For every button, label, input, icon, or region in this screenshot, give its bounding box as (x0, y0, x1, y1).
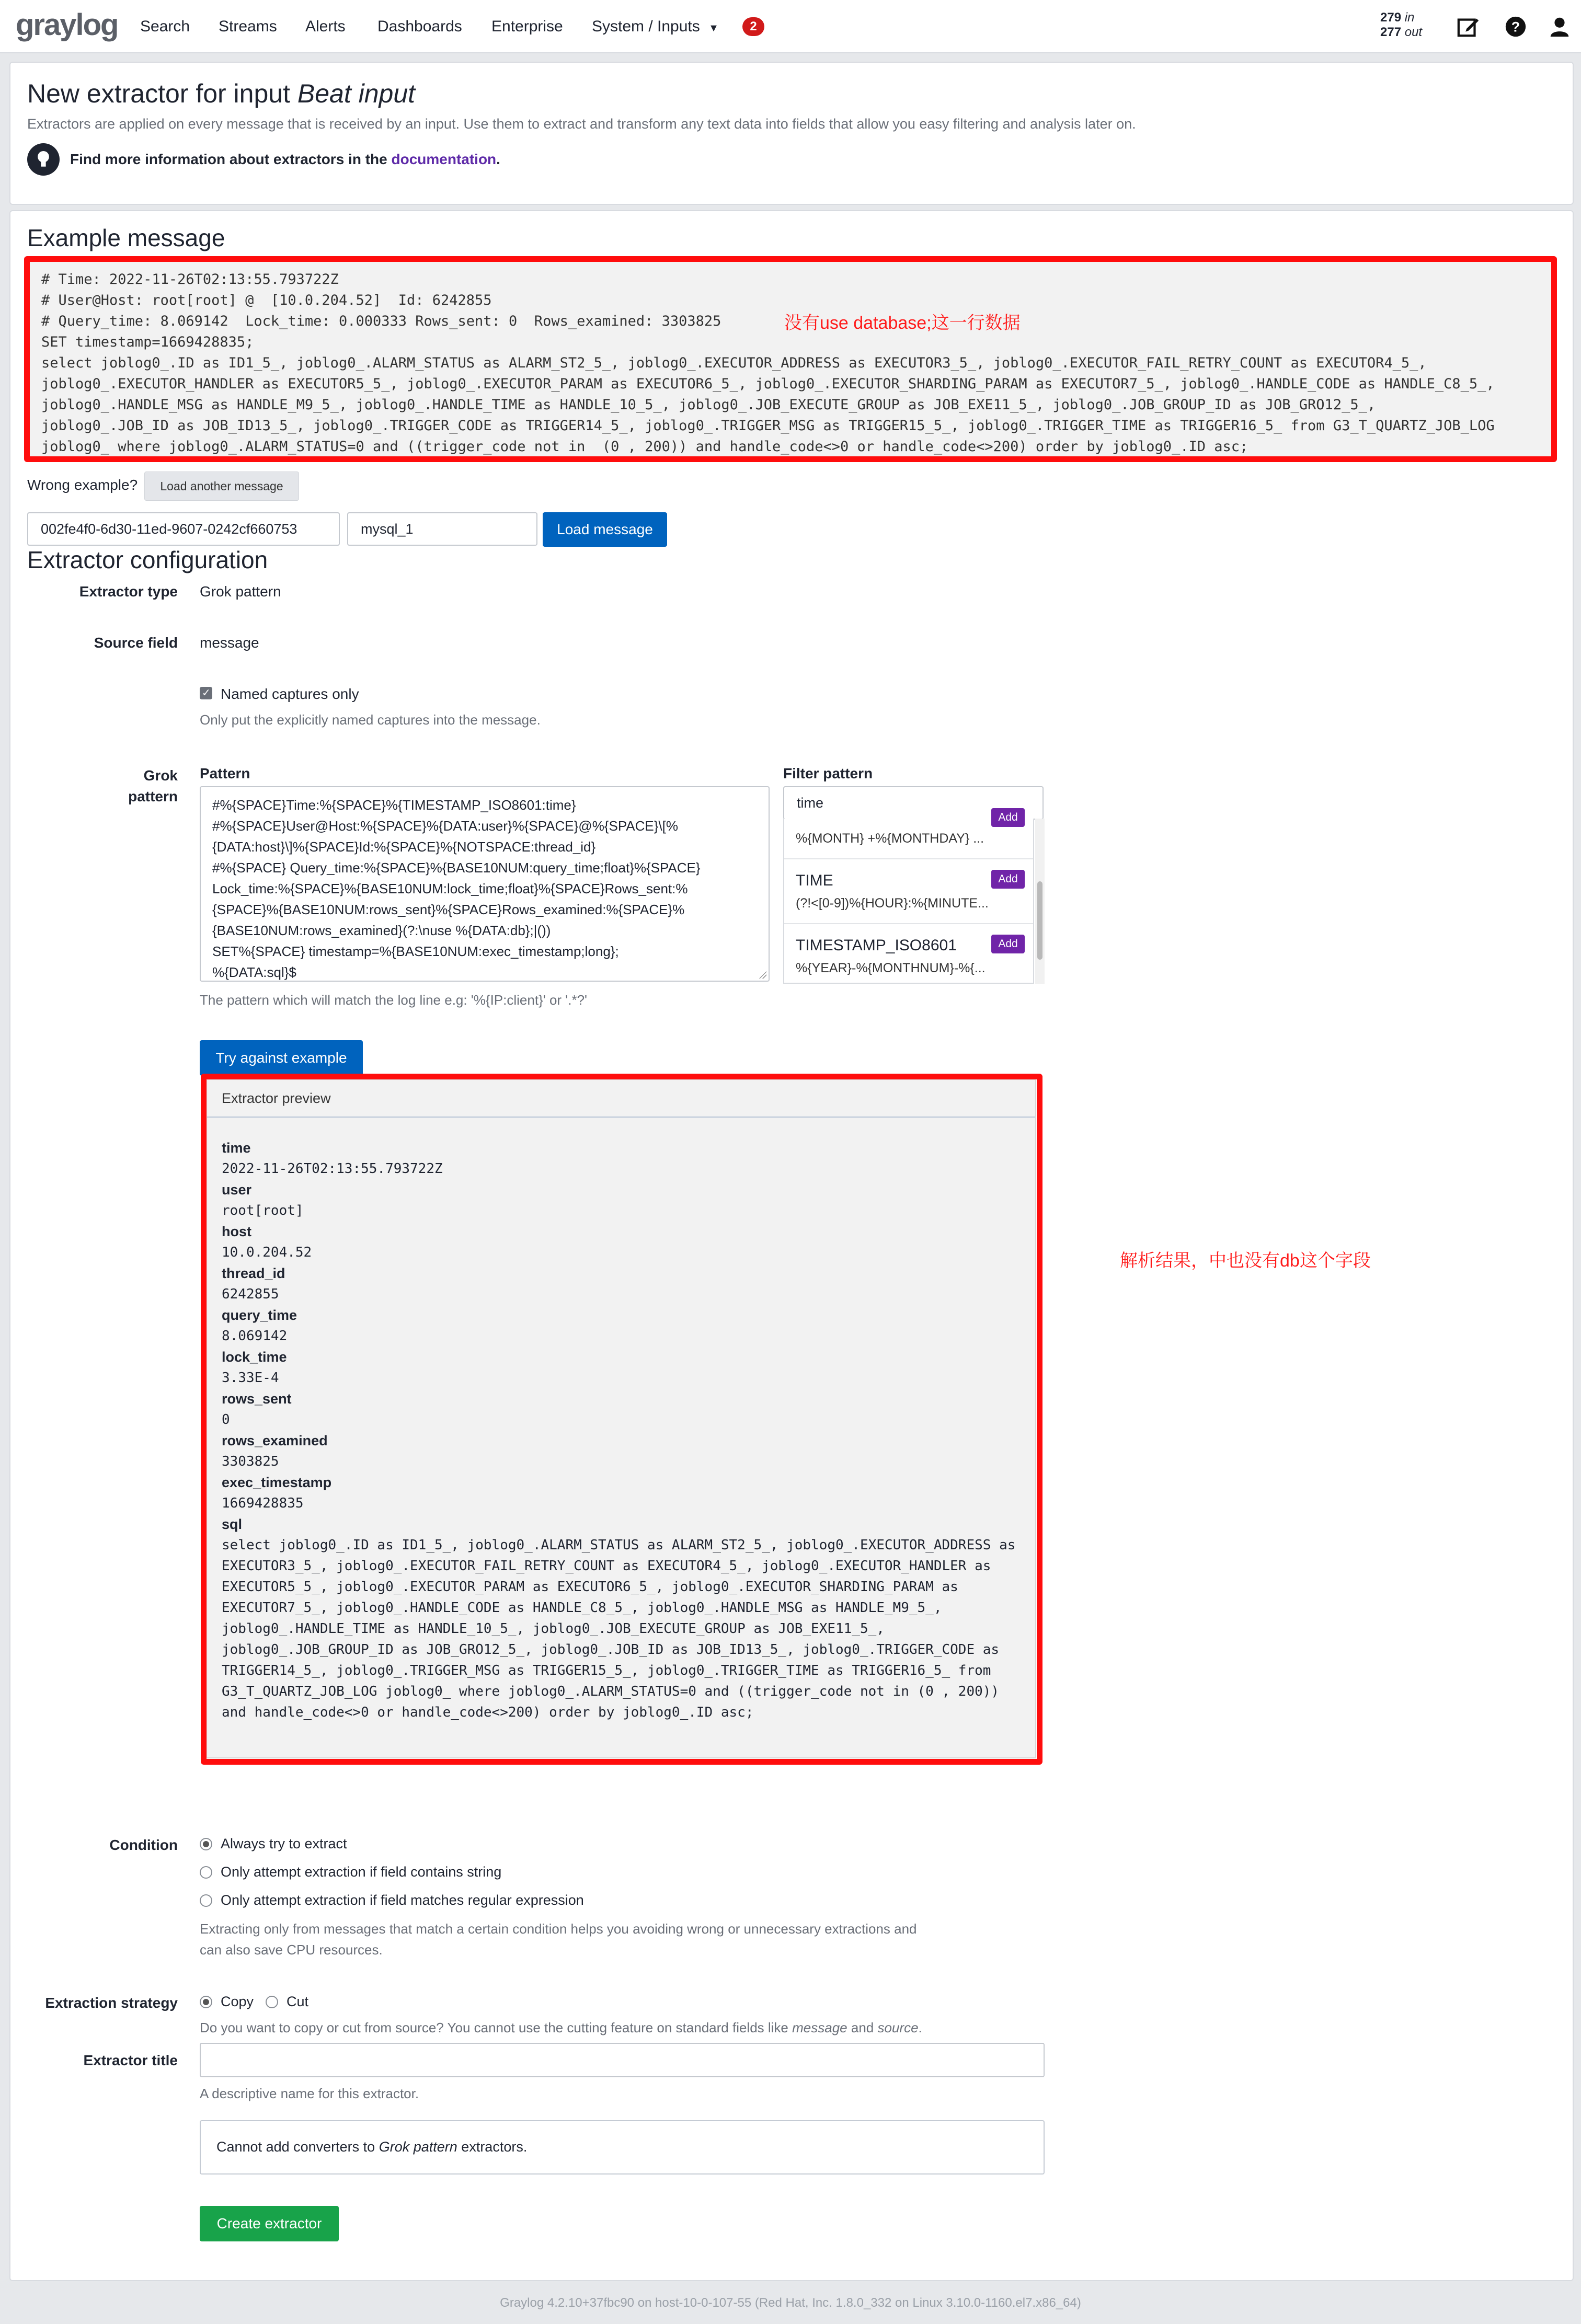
preview-field-key: rows_examined (222, 1433, 328, 1448)
condition-regex-label: Only attempt extraction if field matches regular expression (221, 1892, 584, 1908)
strategy-help-field-message: message (792, 2020, 847, 2035)
doc-hint-text: Find more information about extractors in the (70, 151, 387, 167)
condition-label: Condition (109, 1837, 178, 1853)
grok-pattern-label (21, 765, 178, 807)
pattern-line: #%{SPACE}User@Host:%{SPACE}%{DATA:user}%{SPACE}@%{SPACE}\[% (212, 818, 678, 834)
grok-pattern-list (783, 811, 1034, 984)
pattern-definition: %{MONTH} +%{MONTHDAY} ... (796, 831, 984, 846)
condition-contains-label: Only attempt extraction if field contains string (221, 1864, 502, 1880)
page-description: Extractors are applied on every message that is received by an input. Use them to extract and transform any text data into fields that allow you easy filtering and analysis later on. (27, 116, 1136, 132)
help-icon[interactable] (1504, 15, 1528, 39)
extractor-type-label: Extractor type (79, 583, 178, 600)
annotation-preview: 解析结果，中也没有db这个字段 (1120, 1251, 1371, 1271)
strategy-copy-radio[interactable] (200, 1996, 212, 2008)
example-message-heading: Example message (27, 224, 225, 251)
preview-field-key: query_time (222, 1307, 297, 1323)
add-pattern-button[interactable]: Add (991, 808, 1025, 827)
preview-field-key: host (222, 1224, 251, 1239)
pattern-line: #%{SPACE} Query_time:%{SPACE}%{BASE10NUM:query_time;float}%{SPACE} (212, 860, 701, 876)
condition-help (200, 1918, 917, 1960)
nav-enterprise[interactable]: Enterprise (491, 18, 563, 35)
extractor-type-value: Grok pattern (200, 583, 281, 600)
try-against-example-button[interactable]: Try against example (200, 1040, 363, 1076)
throughput-in-value: 279 (1380, 10, 1402, 25)
pattern-textarea[interactable] (200, 786, 770, 982)
message-id-input[interactable]: 002fe4f0-6d30-11ed-9607-0242cf660753 (27, 512, 340, 546)
named-captures-help: Only put the explicitly named captures into the message. (200, 712, 541, 728)
example-message-line: # Time: 2022-11-26T02:13:55.793722Z (41, 271, 339, 287)
condition-always-radio[interactable] (200, 1838, 212, 1850)
pattern-list-scrollbar[interactable] (1035, 819, 1045, 984)
nav-dashboards[interactable]: Dashboards (377, 18, 462, 35)
pattern-list-item[interactable] (784, 798, 1033, 859)
preview-field-value: 10.0.204.52 (222, 1245, 312, 1260)
load-another-message-button[interactable]: Load another message (144, 471, 299, 501)
add-pattern-button[interactable]: Add (991, 870, 1025, 889)
filter-pattern-input[interactable]: time (783, 786, 1044, 820)
condition-contains-radio[interactable] (200, 1866, 212, 1879)
pattern-definition: %{YEAR}-%{MONTHNUM}-%{... (796, 961, 986, 975)
converters-suffix: extractors. (461, 2139, 528, 2155)
example-message-line: # User@Host: root[root] @ [10.0.204.52] Id: 6242855 (41, 292, 492, 308)
doc-hint-suffix: . (496, 151, 500, 167)
example-message-line: SET timestamp=1669428835; (41, 334, 254, 350)
preview-field-key: lock_time (222, 1349, 287, 1365)
preview-field-key: time (222, 1140, 251, 1156)
pattern-line: {SPACE}%{BASE10NUM:rows_sent}%{SPACE}Rows_examined:%{SPACE}% (212, 902, 685, 917)
throughput-in-unit: in (1404, 10, 1415, 25)
pattern-line: {BASE10NUM:rows_examined}(?:\nuse %{DATA:db};|()) (212, 923, 551, 938)
example-message-line: joblog0_.JOB_ID as JOB_ID13_5_, joblog0_.TRIGGER_CODE as TRIGGER14_5_, joblog0_.TRIGGER_MSG as TRIGGER15_5_, joblog0_.TRIGGER_TIME as TRIGGER16_5_ from G3_T_QUARTZ_JOB_LOG (41, 418, 1495, 434)
named-captures-checkbox[interactable] (200, 687, 212, 699)
preview-field-value: select joblog0_.ID as ID1_5_, joblog0_.ALARM_STATUS as ALARM_ST2_5_, joblog0_.EXECUTOR_ADDRESS as EXECUTOR3_5_, joblog0_.EXECUTOR_FAIL_RETRY_COUNT as EXECUTOR4_5_, joblog0_.EXECUTOR_HANDLER as EXECUTOR5_5_, joblog0_.EXECUTOR_PARAM as EXECUTOR6_5_, joblog0_.EXECUTOR_SHARDING_PARAM as EXECUTOR7_5_, joblog0_.HANDLE_CODE as HANDLE_C8_5_, joblog0_.HANDLE_MSG as HANDLE_M9_5_, joblog0_.HANDLE_TIME as HANDLE_10_5_, joblog0_.JOB_EXECUTE_GROUP as JOB_EXE11_5_, joblog0_.JOB_GROUP_ID as JOB_GRO12_5_, joblog0_.JOB_ID as JOB_ID13_5_, joblog0_.TRIGGER_CODE as TRIGGER14_5_, joblog0_.TRIGGER_MSG as TRIGGER15_5_, joblog0_.TRIGGER_TIME as TRIGGER16_5_ from G3_T_QUARTZ_JOB_LOG joblog0_ where joblog0_.ALARM_STATUS=0 and ((trigger_code not in (0 , 200)) and handle_code<>0 or handle_code<>200) order by joblog0_.ID asc; (222, 1537, 1024, 1720)
notification-badge[interactable]: 2 (742, 17, 764, 36)
converters-info-box (200, 2120, 1045, 2175)
nav-streams[interactable]: Streams (219, 18, 277, 35)
throughput-out-value: 277 (1380, 25, 1402, 39)
index-input[interactable]: mysql_1 (347, 512, 537, 546)
preview-field-value: root[root] (222, 1203, 304, 1218)
filter-pattern-label: Filter pattern (783, 765, 873, 781)
preview-field-value: 1669428835 (222, 1495, 304, 1511)
throughput-out-unit: out (1404, 25, 1423, 39)
condition-regex-radio[interactable] (200, 1894, 212, 1907)
preview-field-key: user (222, 1182, 252, 1198)
example-message-line: joblog0_ where joblog0_.ALARM_STATUS=0 and ((trigger_code not in (0 , 200)) and handle_code<>0 or handle_code<>200) order by joblog0_.ID asc; (41, 439, 1248, 455)
pattern-line: SET%{SPACE} timestamp=%{BASE10NUM:exec_timestamp;long}; (212, 944, 619, 959)
resize-grip-icon[interactable] (758, 970, 766, 979)
annotation-example: 没有use database;这一行数据 (784, 313, 1021, 333)
extractor-title-help: A descriptive name for this extractor. (200, 2086, 419, 2101)
preview-field-key: rows_sent (222, 1391, 292, 1407)
nav-system-inputs[interactable] (592, 18, 719, 36)
throughput-indicator (1380, 10, 1422, 40)
preview-field-value: 0 (222, 1412, 230, 1428)
graylog-logo[interactable] (16, 7, 118, 42)
preview-field-value: 8.069142 (222, 1328, 288, 1344)
nav-alerts[interactable]: Alerts (305, 18, 346, 35)
extraction-strategy-label: Extraction strategy (45, 1995, 178, 2011)
converters-type: Grok pattern (379, 2139, 457, 2155)
strategy-help-end: . (918, 2020, 922, 2035)
documentation-hint (27, 143, 500, 176)
svg-text:?: ? (1511, 19, 1520, 35)
add-pattern-button[interactable]: Add (991, 935, 1025, 953)
preview-field-value: 6242855 (222, 1286, 279, 1302)
logo-text: graylog (16, 8, 118, 42)
page-title-input-name: Beat input (297, 79, 416, 108)
page-header-card (9, 62, 1574, 205)
caret-down-icon: ▼ (708, 22, 719, 34)
example-message-line: joblog0_.HANDLE_MSG as HANDLE_M9_5_, joblog0_.HANDLE_TIME as HANDLE_10_5_, joblog0_.JOB_EXECUTE_GROUP as JOB_EXE11_5_, joblog0_.JOB_GROUP_ID as JOB_GRO12_5_, (41, 397, 1376, 413)
converters-info-text (216, 2139, 527, 2155)
create-extractor-button[interactable]: Create extractor (200, 2206, 339, 2241)
preview-field-key: thread_id (222, 1265, 285, 1281)
converters-prefix: Cannot add converters to (216, 2139, 375, 2155)
strategy-help (200, 2020, 922, 2036)
top-navbar (0, 0, 1581, 53)
highlight-frame-example (24, 256, 1557, 462)
condition-help-line1: Extracting only from messages that match a certain condition helps you avoiding wrong or unnecessary extractions and (200, 1921, 917, 1937)
nav-system-inputs-label: System / Inputs (592, 18, 700, 35)
preview-field-key: exec_timestamp (222, 1475, 332, 1490)
pattern-label: Pattern (200, 765, 250, 781)
named-captures-label: Named captures only (221, 686, 359, 702)
grok-label-line1: Grok (143, 767, 178, 784)
source-field-label: Source field (94, 635, 178, 651)
page-title (27, 78, 415, 109)
nav-search[interactable]: Search (140, 18, 190, 35)
example-message-line: joblog0_.EXECUTOR_HANDLER as EXECUTOR5_5_, joblog0_.EXECUTOR_PARAM as EXECUTOR6_5_, joblog0_.EXECUTOR_SHARDING_PARAM as EXECUTOR7_5_, joblog0_.HANDLE_CODE as HANDLE_C8_5_, (41, 376, 1495, 392)
grok-label-line2: pattern (128, 788, 178, 804)
source-field-value: message (200, 635, 259, 651)
pattern-name: TIMESTAMP_ISO8601 (796, 937, 957, 954)
pattern-list-item[interactable] (784, 924, 1033, 989)
extractor-preview-title: Extractor preview (222, 1090, 331, 1106)
pattern-text (212, 795, 756, 983)
pattern-definition: (?!<[0-9])%{HOUR}:%{MINUTE... (796, 896, 989, 911)
strategy-help-and: and (851, 2020, 874, 2035)
pattern-line: Lock_time:%{SPACE}%{BASE10NUM:lock_time;float}%{SPACE}Rows_sent:% (212, 881, 688, 896)
preview-field-key: sql (222, 1516, 243, 1532)
preview-field-value: 3.33E-4 (222, 1370, 279, 1386)
page-title-prefix: New extractor for input (27, 79, 290, 108)
extractor-title-input[interactable] (200, 2043, 1045, 2077)
extractor-main-card (9, 210, 1574, 2281)
strategy-cut-radio[interactable] (266, 1996, 278, 2008)
example-message-line: select joblog0_.ID as ID1_5_, joblog0_.ALARM_STATUS as ALARM_ST2_5_, joblog0_.EXECUTOR_ADDRESS as EXECUTOR3_5_, joblog0_.EXECUTOR_FAIL_RETRY_COUNT as EXECUTOR4_5_, (41, 355, 1427, 371)
example-message-line: # Query_time: 8.069142 Lock_time: 0.000333 Rows_sent: 0 Rows_examined: 3303825 (41, 313, 721, 329)
condition-always-label: Always try to extract (221, 1836, 347, 1851)
pattern-name: TIME (796, 872, 833, 889)
strategy-copy-label: Copy (221, 1994, 254, 2009)
pattern-line: %{DATA:sql}$ (212, 964, 296, 980)
extractor-configuration-heading: Extractor configuration (27, 546, 268, 573)
pattern-list-item[interactable] (784, 859, 1033, 924)
condition-help-line2: can also save CPU resources. (200, 1942, 383, 1958)
pattern-line: #%{SPACE}Time:%{SPACE}%{TIMESTAMP_ISO8601:time} (212, 797, 576, 813)
lightbulb-icon (27, 143, 60, 176)
edit-icon[interactable] (1457, 15, 1481, 39)
preview-field-value: 2022-11-26T02:13:55.793722Z (222, 1161, 443, 1177)
scrollbar-thumb[interactable] (1037, 881, 1042, 960)
page-footer: Graylog 4.2.10+37fbc90 on host-10-0-107-55 (Red Hat, Inc. 1.8.0_332 on Linux 3.10.0-1160.el7.x86_64) (500, 2296, 1081, 2310)
pattern-line: {DATA:host}\]%{SPACE}Id:%{SPACE}%{NOTSPACE:thread_id} (212, 839, 596, 855)
user-icon[interactable] (1548, 15, 1572, 39)
wrong-example-label: Wrong example? (27, 477, 138, 493)
documentation-link[interactable]: documentation (391, 151, 497, 167)
highlight-frame-preview (201, 1074, 1042, 1765)
strategy-help-field-source: source (877, 2020, 919, 2035)
strategy-cut-label: Cut (287, 1994, 309, 2009)
load-message-button[interactable]: Load message (543, 512, 667, 547)
strategy-help-text: Do you want to copy or cut from source? You cannot use the cutting feature on standard fields like (200, 2020, 788, 2035)
extractor-title-label: Extractor title (83, 2052, 178, 2068)
pattern-help: The pattern which will match the log line e.g: '%{IP:client}' or '.*?' (200, 992, 588, 1008)
preview-field-value: 3303825 (222, 1454, 279, 1469)
